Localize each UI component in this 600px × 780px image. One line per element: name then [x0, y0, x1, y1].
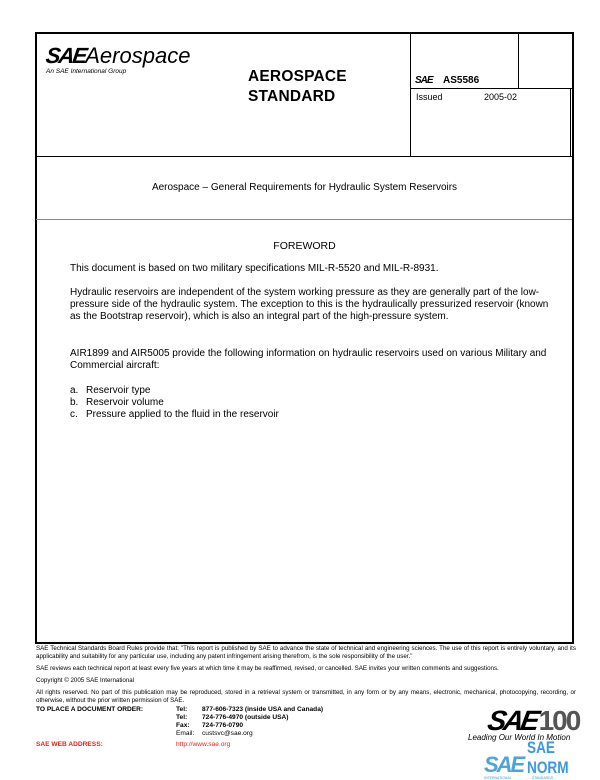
issued-label: Issued [416, 92, 443, 102]
foreword-list [70, 385, 550, 421]
contact-label: Tel: [176, 706, 188, 713]
issued-date: 2005-02 [484, 92, 518, 102]
docnum-bottom-line [410, 88, 572, 89]
watermark-text: SAE NORM [527, 738, 569, 777]
sae100-number: 100 [538, 705, 580, 736]
docnum-divider [518, 33, 519, 88]
foreword-paragraph-2: Hydraulic reservoirs are independent of the system working pressure as they are generally part of the low-pressure side of the hydraulic system. The exception to this is the hydraulically pressurized reservoir (known as the Bootstrap reservoir), which is also an integral part of the high-pressure system. [70, 287, 549, 322]
logo-brand: SAE [44, 43, 88, 68]
contact-row [176, 714, 323, 722]
foreword-paragraph-3: AIR1899 and AIR5005 provide the following information on hydraulic reservoirs used on various Military and Commercial aircraft: [70, 348, 547, 371]
contact-list [176, 706, 323, 738]
sae100-tagline: Leading Our World In Motion [468, 733, 571, 742]
document-number: AS5586 [443, 75, 480, 86]
list-item-text: Reservoir type [86, 385, 151, 396]
sae-aerospace-logo [46, 43, 190, 75]
sae100-brand: SAE [485, 705, 540, 736]
list-item [70, 397, 550, 409]
footer-rules: SAE Technical Standards Board Rules provide that: "This report is published by SAE to advance the state of technical and engineering sciences. The use of this report is entirely voluntary, and its applicability and suitability for any particular use, including any patent infringement arising therefrom, is the sole responsibility of the user." [36, 645, 576, 660]
contact-row [176, 730, 323, 738]
list-item-text: Pressure applied to the fluid in the reservoir [86, 409, 279, 420]
list-item-text: Reservoir volume [86, 397, 164, 408]
document-type [248, 67, 347, 107]
contact-row [176, 706, 323, 714]
header-divider [410, 33, 411, 156]
title-bottom-line [36, 219, 572, 220]
footer-copyright: Copyright © 2005 SAE International [36, 677, 135, 684]
list-item-label: c. [70, 409, 78, 420]
contact-label: Fax: [176, 722, 190, 729]
contact-value: 877-606-7323 (inside USA and Canada) [202, 706, 324, 713]
foreword-paragraph-1: This document is based on two military specifications MIL-R-5520 and MIL-R-8931. [70, 263, 439, 274]
watermark-sub-left: INTERNATIONAL [484, 776, 512, 780]
logo-name: Aerospace [85, 43, 191, 68]
footer-review: SAE reviews each technical report at least every five years at which time it may be reaffirmed, revised, or cancelled. SAE invites your written comments and suggestions. [36, 665, 499, 672]
sae-norm-watermark [484, 738, 600, 780]
contact-label: Email: [176, 730, 195, 737]
document-number-cell [415, 70, 479, 88]
foreword-heading: FOREWORD [273, 240, 336, 252]
list-item [70, 385, 550, 397]
logo-subtitle: An SAE International Group [46, 68, 127, 75]
list-item-label: a. [70, 385, 79, 396]
sae-small-logo: SAE [415, 75, 433, 86]
document-title: Aerospace – General Requirements for Hydraulic System Reservoirs [151, 182, 458, 193]
web-address-label: SAE WEB ADDRESS: [36, 741, 103, 748]
header-bottom-line [36, 156, 572, 157]
issued-right-line [570, 88, 571, 156]
footer-rights: All rights reserved. No part of this publication may be reproduced, stored in a retrieval system or transmitted, in any form or by any means, electronic, mechanical, photocopying, recording, or otherwise, without the prior written permission of SAE. [36, 689, 576, 704]
contact-email[interactable]: custsvc@sae.org [202, 730, 253, 737]
doc-type-line2: STANDARD [248, 88, 336, 105]
doc-type-line1: AEROSPACE [248, 68, 347, 85]
list-item [70, 409, 550, 421]
contact-row [176, 722, 323, 730]
order-label: TO PLACE A DOCUMENT ORDER: [36, 706, 144, 713]
web-address-link[interactable]: http://www.sae.org [176, 741, 231, 748]
contact-label: Tel: [176, 714, 188, 721]
watermark-sub-right: STANDARDS [531, 776, 554, 780]
document-frame [35, 32, 574, 644]
watermark-logo: SAE [484, 752, 524, 777]
contact-value: 724-776-4970 (outside USA) [202, 714, 289, 721]
contact-value: 724-776-0790 [202, 722, 244, 729]
sae100-logo [468, 705, 580, 742]
list-item-label: b. [70, 397, 79, 408]
